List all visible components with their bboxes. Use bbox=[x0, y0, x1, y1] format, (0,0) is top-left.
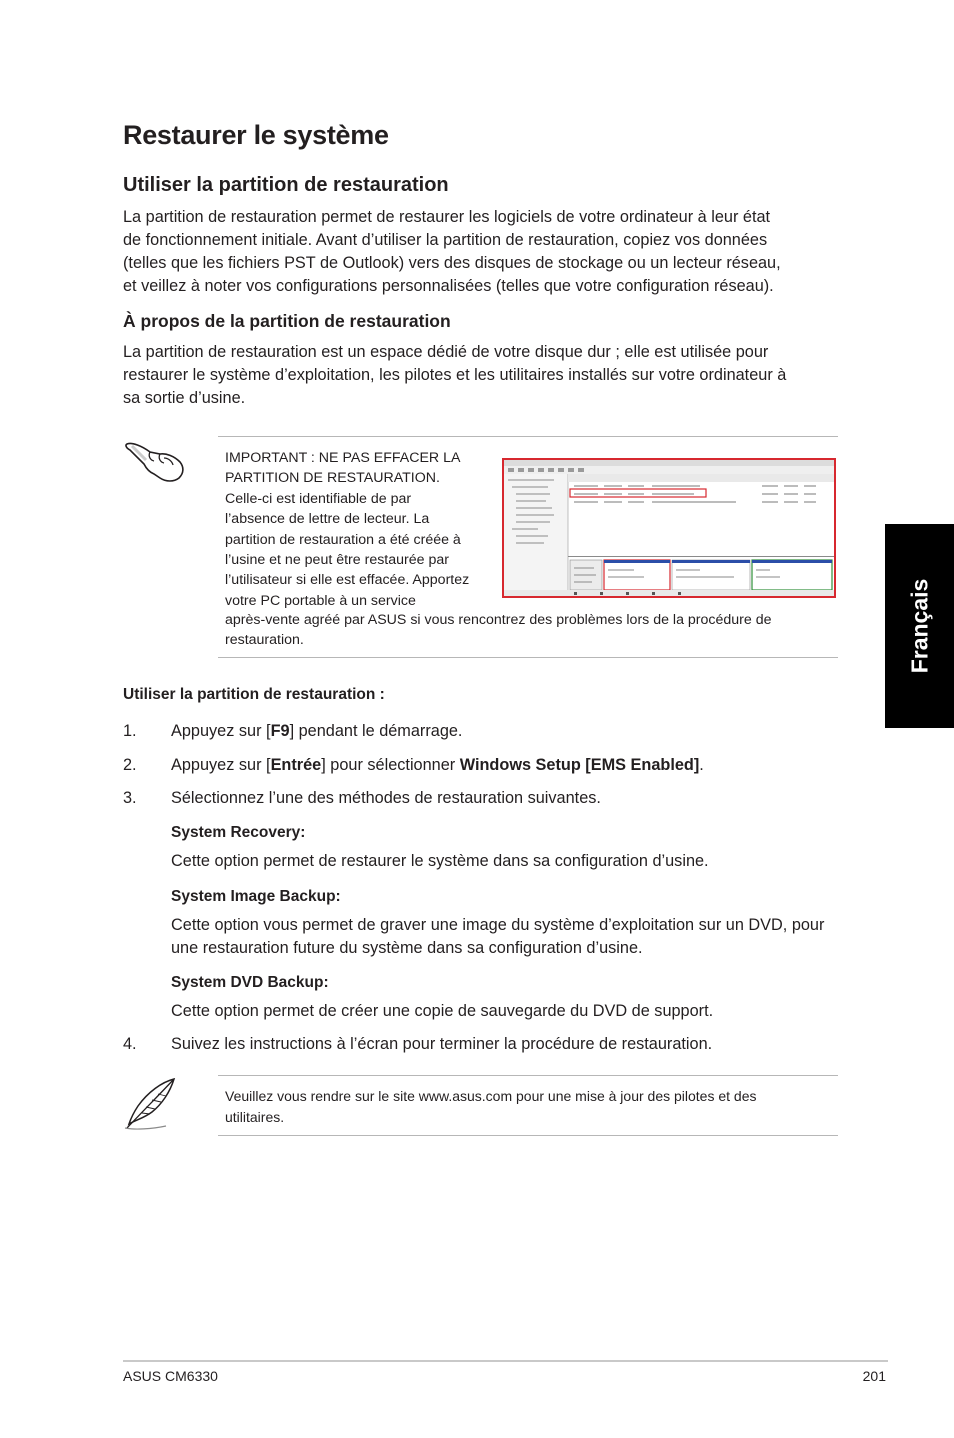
option-label: Windows Setup [EMS Enabled] bbox=[459, 756, 700, 774]
important-note-text bbox=[225, 448, 495, 611]
paragraph-line: (telles que les fichiers PST de Outlook) vers des disques de stockage ou un lecteur réseau, bbox=[123, 254, 781, 272]
key-label: F9 bbox=[270, 722, 290, 740]
note-line: restauration. bbox=[225, 632, 304, 649]
note-line: Celle-ci est identifiable de par bbox=[225, 490, 412, 507]
method-description: Cette option permet de créer une copie de sauvegarde du DVD de support. bbox=[171, 1002, 714, 1020]
tip-line: utilitaires. bbox=[225, 1109, 285, 1125]
method-description bbox=[171, 914, 851, 960]
footer-product-name: ASUS CM6330 bbox=[123, 1368, 218, 1384]
paragraph-line: sa sortie d’usine. bbox=[123, 389, 246, 407]
method-title-system-image-backup: System Image Backup: bbox=[171, 888, 341, 905]
tip-line: Veuillez vous rendre sur le site www.asus.com pour une mise à jour des pilotes et des bbox=[225, 1088, 757, 1104]
tip-note-text bbox=[225, 1086, 835, 1128]
language-side-tab bbox=[885, 524, 954, 728]
note-line: après-vente agréé par ASUS si vous rencontrez des problèmes lors de la procédure de bbox=[225, 612, 772, 628]
step-text-part: Appuyez sur [ bbox=[171, 756, 271, 774]
section-paragraph-about-recovery bbox=[123, 341, 863, 410]
method-description: Cette option permet de restaurer le système dans sa configuration d’usine. bbox=[171, 852, 709, 870]
page-title: Restaurer le système bbox=[123, 120, 389, 150]
footer-divider bbox=[123, 1360, 888, 1362]
step-text-part: ] pour sélectionner bbox=[321, 756, 460, 774]
hand-pointing-icon bbox=[124, 436, 188, 486]
paragraph-line: La partition de restauration est un espace dédié de votre disque dur ; elle est utilisée pour bbox=[123, 343, 769, 361]
step-4-text: Suivez les instructions à l’écran pour terminer la procédure de restauration. bbox=[171, 1035, 713, 1053]
step-number: 2. bbox=[123, 756, 137, 774]
note-line: l’absence de lettre de lecteur. La bbox=[225, 511, 430, 528]
tip-bottom-divider bbox=[218, 1135, 838, 1136]
step-number: 3. bbox=[123, 789, 137, 807]
note-bottom-divider bbox=[218, 657, 838, 658]
important-note-text-continued bbox=[225, 610, 835, 651]
step-1-text bbox=[171, 720, 462, 743]
feather-pen-icon bbox=[122, 1076, 178, 1132]
paragraph-line: et veillez à noter vos configurations personnalisées (telles que votre configuration réseau). bbox=[123, 277, 774, 295]
note-line: votre PC portable à un service bbox=[225, 592, 416, 609]
paragraph-line: restaurer le système d’exploitation, les pilotes et les utilitaires installés sur votre ordinateur à bbox=[123, 366, 787, 384]
side-tab-label: Français bbox=[906, 578, 932, 674]
section-paragraph-use-recovery bbox=[123, 206, 863, 298]
step-text-part: Appuyez sur [ bbox=[171, 722, 271, 740]
paragraph-line: de fonctionnement initiale. Avant d’utiliser la partition de restauration, copiez vos données bbox=[123, 231, 768, 249]
method-title-system-recovery: System Recovery: bbox=[171, 824, 306, 841]
step-text-part: ] pendant le démarrage. bbox=[289, 722, 463, 740]
note-line: l’utilisateur si elle est effacée. Apportez bbox=[225, 572, 470, 589]
paragraph-line: La partition de restauration permet de restaurer les logiciels de votre ordinateur à leur état bbox=[123, 208, 771, 226]
page-number: 201 bbox=[862, 1368, 886, 1384]
key-label: Entrée bbox=[270, 756, 322, 774]
note-line: partition de restauration a été créée à bbox=[225, 531, 461, 548]
step-number: 1. bbox=[123, 722, 137, 740]
method-title-system-dvd-backup: System DVD Backup: bbox=[171, 974, 329, 991]
procedure-heading: Utiliser la partition de restauration : bbox=[123, 686, 385, 703]
method-line: Cette option vous permet de graver une image du système d’exploitation sur un DVD, pour bbox=[171, 916, 825, 934]
method-line: une restauration future du système dans sa configuration d’usine. bbox=[171, 939, 643, 957]
tip-top-divider bbox=[218, 1075, 838, 1076]
step-number: 4. bbox=[123, 1035, 137, 1053]
step-2-text bbox=[171, 754, 704, 777]
step-3-text: Sélectionnez l’une des méthodes de restauration suivantes. bbox=[171, 789, 601, 807]
disk-management-screenshot bbox=[502, 458, 836, 598]
section-heading-use-recovery: Utiliser la partition de restauration bbox=[123, 174, 449, 196]
note-line: PARTITION DE RESTAURATION. bbox=[225, 470, 440, 487]
note-line: IMPORTANT : NE PAS EFFACER LA bbox=[225, 450, 461, 466]
note-line: l’usine et ne peut être restaurée par bbox=[225, 552, 449, 569]
step-text-part: . bbox=[699, 756, 704, 774]
section-heading-about-recovery: À propos de la partition de restauration bbox=[123, 311, 451, 331]
note-top-divider bbox=[218, 436, 838, 437]
